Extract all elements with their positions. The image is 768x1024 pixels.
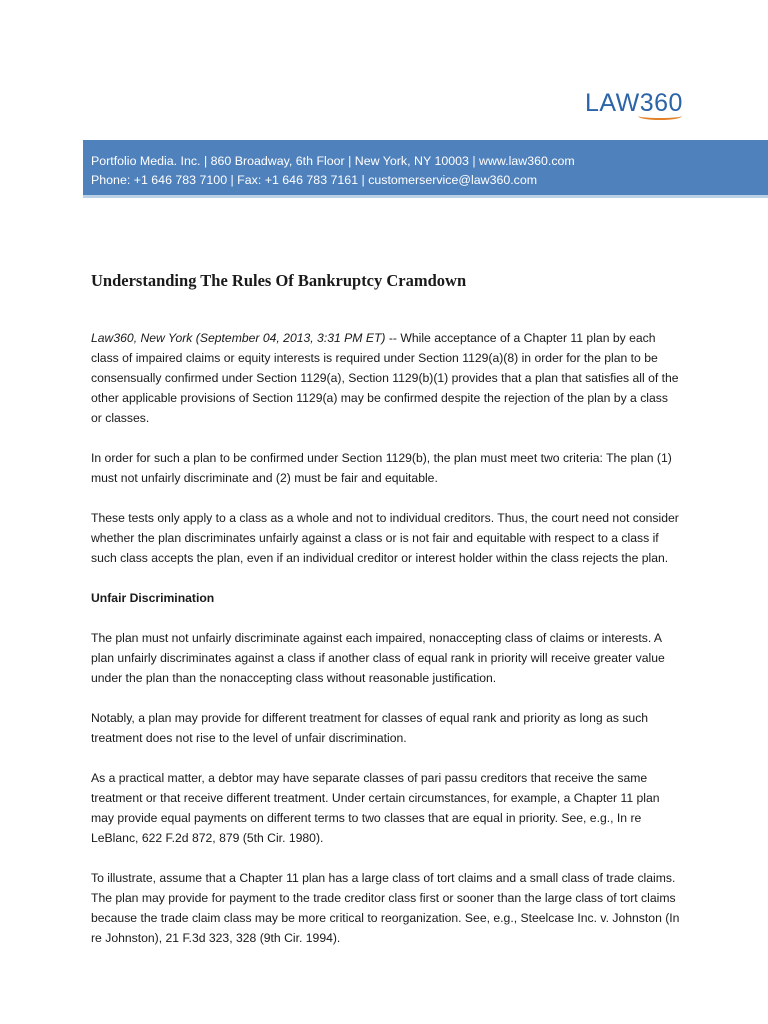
- article-dateline: Law360, New York (September 04, 2013, 3:31 PM ET): [91, 331, 386, 345]
- section-heading: Unfair Discrimination: [91, 591, 215, 605]
- article-paragraph: The plan must not unfairly discriminate against each impaired, nonaccepting class of claims or interests. A plan unfairly discriminates against a class if another class of equal rank in priority will receive greater value under the plan than the nonaccepting class without reasonable justification.: [91, 631, 665, 685]
- logo-swoosh-icon: [638, 112, 682, 120]
- law360-logo: [585, 91, 683, 116]
- publisher-contact-line: Phone: +1 646 783 7100 | Fax: +1 646 783 7161 | customerservice@law360.com: [91, 173, 538, 187]
- article-paragraph: In order for such a plan to be confirmed under Section 1129(b), the plan must meet two criteria: The plan (1) must not unfairly discriminate and (2) must be fair and equitable.: [91, 451, 672, 485]
- article-paragraph: To illustrate, assume that a Chapter 11 plan has a large class of tort claims and a small class of trade claims. The plan may provide for payment to the trade creditor class first or sooner than the large class of tort claims because the trade claim class may be more critical to reorganization. See, e.g., Steelcase Inc. v. Johnston (In re Johnston), 21 F.3d 323, 328 (9th Cir. 1994).: [91, 871, 680, 945]
- article-paragraph: [91, 328, 681, 428]
- article-paragraph: These tests only apply to a class as a whole and not to individual creditors. Thus, the court need not consider whether the plan discriminates unfairly against a class or is not fair and equitable with respect to a class if such class accepts the plan, even if an individual creditor or interest holder within the class rejects the plan.: [91, 511, 679, 565]
- publisher-address-line: Portfolio Media. Inc. | 860 Broadway, 6th Floor | New York, NY 10003 | www.law360.com: [91, 154, 575, 168]
- article-body: [91, 328, 681, 968]
- logo-text-law: LAW: [585, 89, 640, 117]
- article-title: Understanding The Rules Of Bankruptcy Cramdown: [91, 271, 467, 290]
- publisher-header-band: [83, 140, 768, 198]
- logo-text-360: 360: [640, 89, 683, 117]
- paragraph-text: -- While acceptance of a Chapter 11 plan by each class of impaired claims or equity interests is required under Section 1129(a)(8) in order for the plan to be consensually confirmed under Section 1129(a), Section 1129(b)(1) provides that a plan that satisfies all of the other applicable provisions of Section 1129(a) may be confirmed despite the rejection of the plan by a class or classes.: [91, 331, 679, 425]
- article-paragraph: As a practical matter, a debtor may have separate classes of pari passu creditors that receive the same treatment or that receive different treatment. Under certain circumstances, for example, a Chapter 11 plan may provide equal payments on different terms to two classes that are equal in priority. See, e.g., In re LeBlanc, 622 F.2d 872, 879 (5th Cir. 1980).: [91, 771, 660, 845]
- article-paragraph: Notably, a plan may provide for different treatment for classes of equal rank and priority as long as such treatment does not rise to the level of unfair discrimination.: [91, 711, 649, 745]
